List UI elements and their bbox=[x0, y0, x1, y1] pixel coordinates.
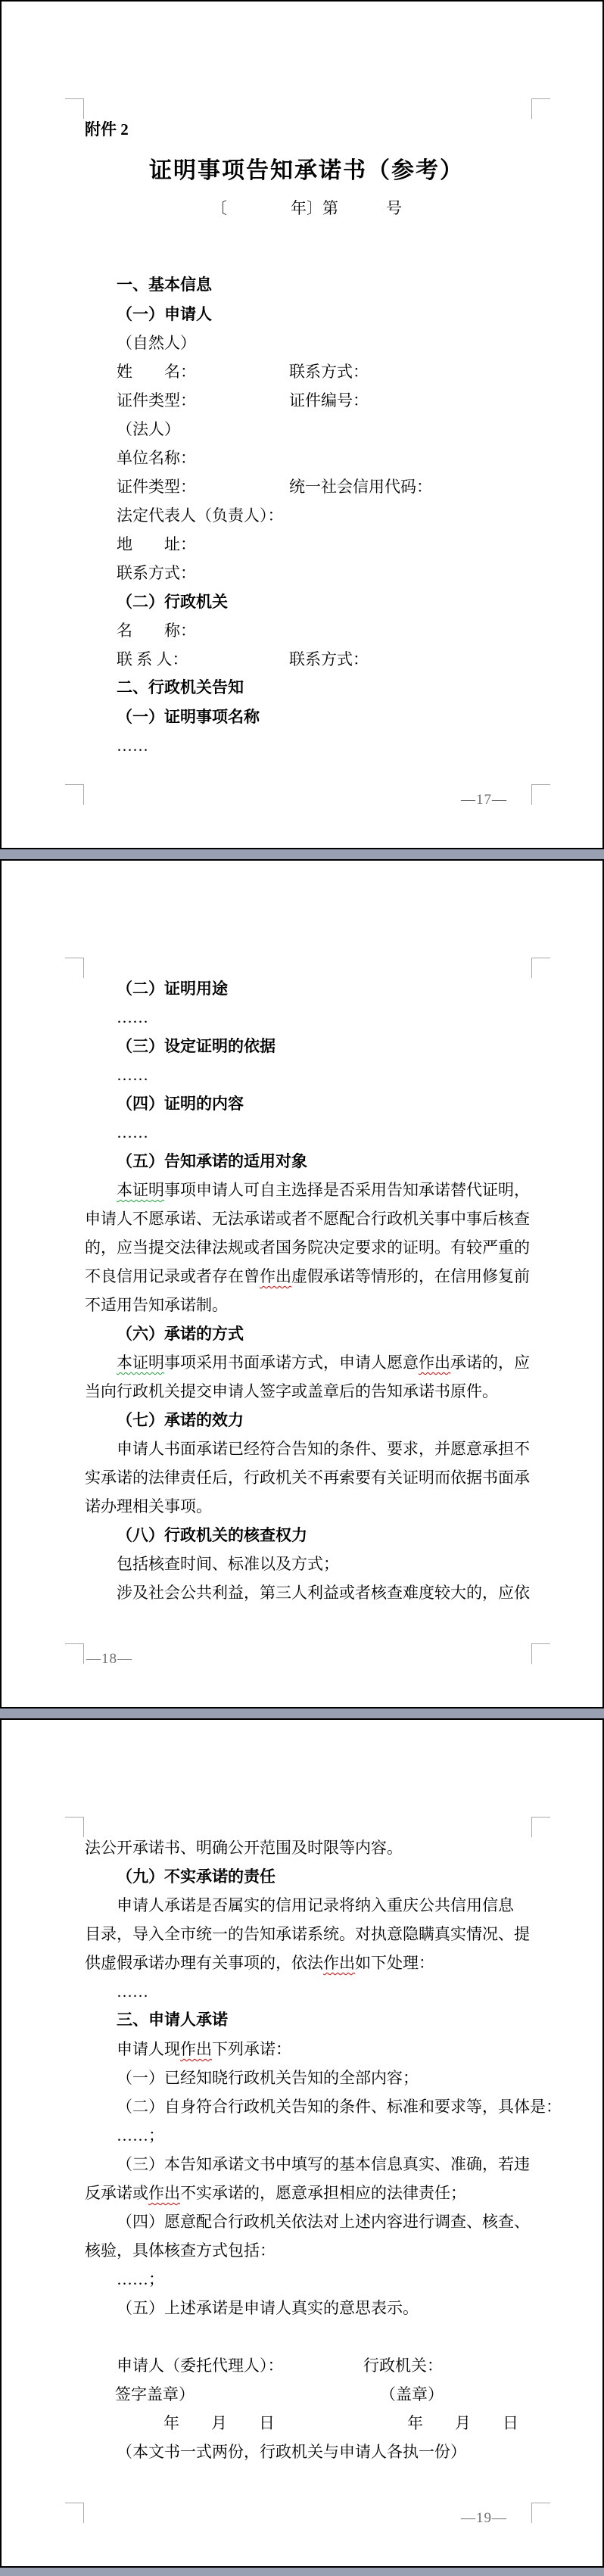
text-segment: 法定代表人（负责人）： bbox=[117, 506, 284, 525]
date-line bbox=[85, 2409, 528, 2437]
paragraph-line bbox=[85, 1377, 528, 1406]
subsection-heading bbox=[85, 1089, 528, 1118]
paragraph-line bbox=[85, 415, 528, 444]
paragraph-line bbox=[85, 530, 528, 559]
text-segment: （五）上述承诺是申请人真实的意思表示。 bbox=[117, 2299, 419, 2317]
text-segment: 联系方式： bbox=[289, 363, 369, 381]
text-segment: （八）行政机关的核查权力 bbox=[117, 1526, 307, 1544]
doc-title bbox=[85, 154, 528, 188]
text-segment: 诺办理相关事项。 bbox=[85, 1497, 212, 1515]
paragraph-line bbox=[85, 2294, 528, 2322]
paragraph-line bbox=[85, 1118, 528, 1147]
paragraph-line bbox=[85, 1492, 528, 1521]
text-segment: 姓 名： bbox=[117, 363, 196, 381]
text-segment: （六）承诺的方式 bbox=[117, 1325, 244, 1343]
text-segment: 年 月 日 bbox=[407, 2414, 518, 2432]
subsection-heading bbox=[85, 1147, 528, 1176]
text-segment: （五）告知承诺的适用对象 bbox=[117, 1152, 307, 1170]
section-heading bbox=[85, 674, 528, 702]
text-segment: 不实承诺的，愿意承担相应的法律责任； bbox=[180, 2184, 466, 2202]
spacer bbox=[85, 144, 528, 154]
paragraph-line bbox=[85, 1291, 528, 1319]
page-text-area bbox=[85, 2, 528, 760]
text-segment: 二、行政机关告知 bbox=[117, 679, 244, 696]
text-segment: 单位名称： bbox=[117, 449, 196, 467]
spellcheck-red-underlined-text: 作出 bbox=[419, 1353, 450, 1372]
text-segment: 名 称： bbox=[117, 621, 196, 640]
section-heading bbox=[85, 2006, 528, 2035]
date-fields-left bbox=[163, 2409, 275, 2437]
text-segment: 联系方式： bbox=[289, 650, 369, 668]
spellcheck-red-underlined-text: 作出 bbox=[323, 1954, 355, 1972]
subsection-heading bbox=[85, 587, 528, 616]
form-field-right-column bbox=[289, 645, 369, 674]
text-segment: （本文书一式两份，行政机关与申请人各执一份） bbox=[117, 2443, 466, 2461]
paragraph-line bbox=[85, 1262, 528, 1291]
section-heading bbox=[85, 271, 528, 300]
margin-corner-mark-icon bbox=[531, 958, 550, 978]
paragraph-line bbox=[85, 1833, 528, 1862]
text-segment: 实承诺的法律责任后，行政机关不再索要有关证明而依据书面承 bbox=[85, 1469, 530, 1487]
form-field-right-column bbox=[289, 357, 369, 386]
text-segment: 包括核查时间、标准以及方式； bbox=[117, 1555, 339, 1573]
text-segment: ……； bbox=[117, 2126, 164, 2145]
date-fields-right bbox=[407, 2409, 518, 2437]
paragraph-line bbox=[85, 616, 528, 645]
text-segment: ……； bbox=[117, 2270, 164, 2288]
form-field-right-column bbox=[380, 2380, 444, 2409]
footer-page-number: —17— bbox=[461, 792, 507, 808]
text-segment: 地 址： bbox=[117, 535, 196, 553]
form-field-line bbox=[85, 357, 528, 386]
attachment-label bbox=[85, 115, 528, 144]
subsection-heading bbox=[85, 974, 528, 1003]
text-segment: （九）不实承诺的责任 bbox=[117, 1867, 276, 1886]
text-segment: （二）自身符合行政机关告知的条件、标准和要求等，具体是： bbox=[117, 2098, 562, 2116]
text-segment: 证件编号： bbox=[289, 391, 369, 410]
footer-page-number: —19— bbox=[461, 2510, 507, 2526]
margin-corner-mark-icon bbox=[531, 784, 550, 805]
margin-corner-mark-icon bbox=[531, 1643, 550, 1664]
signature-line bbox=[85, 2380, 528, 2409]
paragraph-line bbox=[85, 2035, 528, 2064]
paragraph-line bbox=[85, 1891, 528, 1920]
spellcheck-green-underlined-text: 本证明 bbox=[117, 1181, 164, 1199]
text-segment: …… bbox=[117, 1066, 148, 1084]
margin-corner-mark-icon bbox=[531, 1817, 550, 1837]
document-page-2 bbox=[0, 859, 604, 1709]
paragraph-line bbox=[85, 1176, 528, 1204]
footer-page-number: —18— bbox=[86, 1651, 132, 1667]
paragraph-line bbox=[85, 1348, 528, 1377]
text-segment: 事项申请人可自主选择是否采用告知承诺替代证明， bbox=[164, 1181, 530, 1199]
subsection-heading bbox=[85, 1406, 528, 1434]
spacer bbox=[85, 188, 528, 194]
paragraph-line bbox=[85, 1578, 528, 1607]
text-segment: （二）行政机关 bbox=[117, 593, 228, 611]
text-segment: 行政机关： bbox=[363, 2356, 443, 2375]
subsection-heading bbox=[85, 1319, 528, 1348]
margin-corner-mark-icon bbox=[65, 1643, 84, 1664]
subsection-heading bbox=[85, 1032, 528, 1061]
text-segment: （三）本告知承诺文书中填写的基本信息真实、准确，若违 bbox=[117, 2155, 530, 2173]
spacer bbox=[85, 2322, 528, 2351]
paragraph-line bbox=[85, 731, 528, 760]
paragraph-line bbox=[85, 1948, 528, 1977]
document-page-3 bbox=[0, 1718, 604, 2568]
text-segment: 联 系 人： bbox=[117, 650, 188, 668]
text-segment: 申请人现 bbox=[117, 2040, 180, 2058]
text-segment: 不适用告知承诺制。 bbox=[85, 1296, 228, 1314]
text-segment: 申请人书面承诺已经符合告知的条件、要求，并愿意承担不 bbox=[117, 1440, 530, 1458]
text-segment: 签字盖章） bbox=[115, 2385, 195, 2403]
subsection-heading bbox=[85, 1862, 528, 1891]
paragraph-line bbox=[85, 2092, 562, 2121]
paragraph-line bbox=[85, 2207, 528, 2236]
text-segment: 一、基本信息 bbox=[117, 276, 212, 294]
paragraph-line bbox=[85, 2265, 528, 2294]
text-segment: 反承诺或 bbox=[85, 2184, 148, 2202]
margin-corner-mark-icon bbox=[531, 98, 550, 119]
form-field-right-column bbox=[289, 386, 369, 415]
text-segment: （一）已经知晓行政机关告知的全部内容； bbox=[117, 2069, 419, 2087]
page-text-area bbox=[85, 861, 528, 1607]
text-segment: 统一社会信用代码： bbox=[289, 478, 432, 496]
paragraph-line bbox=[85, 1233, 528, 1262]
spellcheck-green-underlined-text: 本证明 bbox=[117, 1353, 164, 1372]
text-segment: 证明事项告知承诺书（参考） bbox=[149, 158, 464, 183]
form-field-right-column bbox=[289, 472, 432, 501]
text-segment: 涉及社会公共利益，第三人利益或者核查难度较大的，应依 bbox=[117, 1584, 530, 1602]
text-segment: 如下处理： bbox=[355, 1954, 434, 1972]
margin-corner-mark-icon bbox=[65, 958, 84, 978]
paragraph-line bbox=[85, 329, 528, 357]
text-segment: …… bbox=[117, 1983, 148, 2001]
text-segment: 事项采用书面承诺方式，申请人愿意 bbox=[164, 1353, 419, 1372]
form-field-right-column bbox=[363, 2351, 443, 2380]
paragraph-line bbox=[85, 501, 528, 530]
text-segment: 〔 年〕第 号 bbox=[211, 199, 402, 217]
subsection-heading bbox=[85, 300, 528, 329]
paragraph-line bbox=[85, 1204, 528, 1233]
text-segment: 下列承诺： bbox=[212, 2040, 291, 2058]
margin-corner-mark-icon bbox=[65, 1817, 84, 1837]
text-segment: 年 月 日 bbox=[163, 2414, 275, 2432]
text-segment: 证件类型： bbox=[117, 478, 196, 496]
text-segment: 申请人承诺是否属实的信用记录将纳入重庆公共信用信息 bbox=[117, 1896, 514, 1914]
text-segment: （三）设定证明的依据 bbox=[117, 1037, 276, 1055]
paragraph-line bbox=[85, 1463, 528, 1492]
text-segment: 的，应当提交法律法规或者国务院决定要求的证明。有较严重的 bbox=[85, 1238, 530, 1257]
text-segment: （一）申请人 bbox=[117, 305, 212, 323]
paragraph-line bbox=[85, 1550, 528, 1578]
paragraph-line bbox=[85, 2437, 528, 2466]
form-field-line bbox=[85, 472, 528, 501]
text-segment: （法人） bbox=[117, 420, 180, 438]
margin-corner-mark-icon bbox=[65, 2503, 84, 2523]
margin-corner-mark-icon bbox=[65, 98, 84, 119]
text-segment: …… bbox=[117, 1008, 148, 1026]
text-segment: 附件 2 bbox=[85, 120, 129, 139]
text-segment: 当向行政机关提交申请人签字或盖章后的告知承诺书原件。 bbox=[85, 1382, 498, 1400]
text-segment: 三、申请人承诺 bbox=[117, 2011, 228, 2029]
paragraph-line bbox=[85, 1434, 528, 1463]
text-segment: …… bbox=[117, 737, 148, 755]
text-segment: 核验，具体核查方式包括： bbox=[85, 2241, 276, 2260]
margin-corner-mark-icon bbox=[65, 784, 84, 805]
paragraph-line bbox=[85, 1003, 528, 1032]
paragraph-line bbox=[85, 559, 528, 587]
paragraph-line bbox=[85, 1920, 528, 1948]
text-segment: 供虚假承诺办理有关事项的，依法 bbox=[85, 1954, 323, 1972]
text-segment: 申请人不愿承诺、无法承诺或者不愿配合行政机关事中事后核查 bbox=[85, 1210, 530, 1228]
form-field-line bbox=[85, 386, 528, 415]
text-segment: （一）证明事项名称 bbox=[117, 708, 260, 726]
text-segment: 证件类型： bbox=[117, 391, 196, 410]
paragraph-line bbox=[85, 444, 528, 472]
spellcheck-red-underlined-text: 作出 bbox=[180, 2040, 212, 2058]
text-segment: 承诺的，应 bbox=[450, 1353, 530, 1372]
paragraph-line bbox=[85, 2150, 528, 2179]
text-segment: （二）证明用途 bbox=[117, 980, 228, 998]
spellcheck-red-underlined-text: 作出 bbox=[260, 1267, 291, 1285]
subsection-heading bbox=[85, 702, 528, 731]
paragraph-line bbox=[85, 1061, 528, 1089]
text-segment: （七）承诺的效力 bbox=[117, 1411, 244, 1429]
text-segment: （四）愿意配合行政机关依法对上述内容进行调查、核查、 bbox=[117, 2213, 530, 2231]
form-field-line bbox=[85, 645, 528, 674]
document-page-1 bbox=[0, 0, 604, 849]
subsection-heading bbox=[85, 1521, 528, 1550]
text-segment: （盖章） bbox=[380, 2385, 444, 2403]
text-segment: 目录，导入全市统一的告知承诺系统。对执意隐瞒真实情况、提 bbox=[85, 1925, 530, 1943]
spellcheck-red-underlined-text: 作出 bbox=[148, 2184, 180, 2202]
text-segment: 联系方式： bbox=[117, 564, 196, 582]
signature-line bbox=[85, 2351, 528, 2380]
paragraph-line bbox=[85, 2121, 528, 2150]
text-segment: 申请人（委托代理人）： bbox=[117, 2356, 284, 2375]
spacer bbox=[85, 223, 528, 271]
text-segment: 不良信用记录或者存在曾 bbox=[85, 1267, 260, 1285]
text-segment: 法公开承诺书、明确公开范围及时限等内容。 bbox=[85, 1839, 403, 1857]
text-segment: 虚假承诺等情形的，在信用修复前 bbox=[291, 1267, 530, 1285]
paragraph-line bbox=[85, 1977, 528, 2006]
page-text-area bbox=[85, 1720, 562, 2466]
paragraph-line bbox=[85, 2179, 528, 2207]
text-segment: （四）证明的内容 bbox=[117, 1095, 244, 1113]
paragraph-line bbox=[85, 2064, 528, 2092]
margin-corner-mark-icon bbox=[531, 2503, 550, 2523]
text-segment: …… bbox=[117, 1123, 148, 1142]
text-segment: （自然人） bbox=[117, 334, 196, 352]
paragraph-line bbox=[85, 2236, 528, 2265]
doc-number bbox=[85, 194, 528, 223]
